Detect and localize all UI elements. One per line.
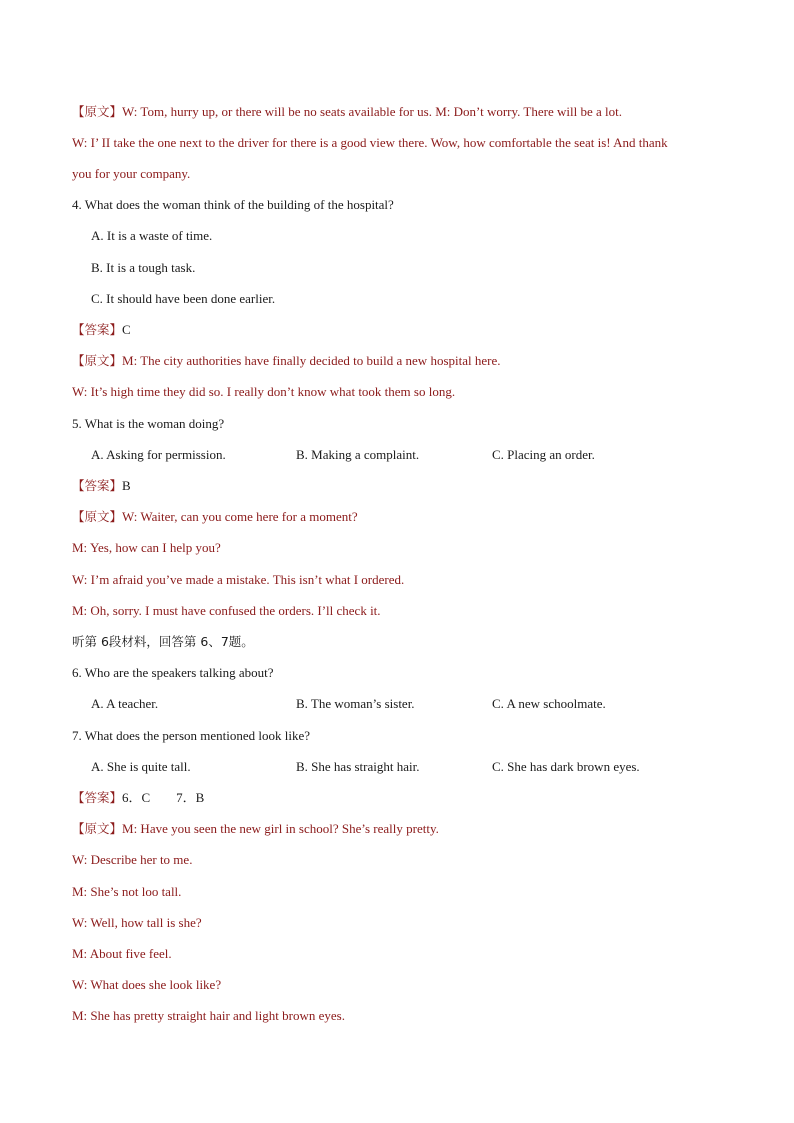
q4-option-a: A. It is a waste of time. [91,228,213,243]
q5-option-c: C. Placing an order. [492,447,595,462]
question-4: 4. What does the woman think of the building of the hospital? [72,197,394,212]
q6-option-a: A. A teacher. [91,696,159,711]
q7-options [72,757,734,777]
answer-tag: 【答案】 [72,478,123,493]
yuanwen-tag: 【原文】 [72,821,123,836]
q4-transcript-line: 【原文】M: The city authorities have finally decided to build a new hospital here. [72,353,501,368]
q5-options [72,445,734,465]
q6-options [72,694,734,714]
q5-option-b: B. Making a complaint. [296,447,420,462]
question-5: 5. What is the woman doing? [72,416,225,431]
q7-option-a: A. She is quite tall. [91,759,191,774]
yuanwen-tag: 【原文】 [72,104,123,119]
section-instruction: 听第 6段材料，回答第 6、7题。 [72,634,254,649]
answer-value: 6．C 7．B [122,790,205,805]
q6-option-b: B. The woman’s sister. [296,696,415,711]
question-6: 6. Who are the speakers talking about? [72,665,274,680]
q7-transcript-line: W: Describe her to me. [72,852,193,867]
transcript-line: you for your company. [72,166,191,181]
q6-option-c: C. A new schoolmate. [492,696,606,711]
q5-option-a: A. Asking for permission. [91,447,226,462]
transcript-line: W: I’ II take the one next to the driver for there is a good view there. Wow, how comfortable the seat is! And thank [72,135,668,150]
answer-value: B [122,478,131,493]
q7-option-b: B. She has straight hair. [296,759,420,774]
q7-transcript-line: M: She has pretty straight hair and light brown eyes. [72,1008,345,1023]
q5-transcript-line: 【原文】W: Waiter, can you come here for a moment? [72,509,358,524]
q4-option-b: B. It is a tough task. [91,260,196,275]
q5-transcript-line: M: Yes, how can I help you? [72,540,221,555]
q4-transcript-line: W: It’s high time they did so. I really don’t know what took them so long. [72,384,456,399]
transcript-line [72,102,734,122]
answer-value: C [122,322,131,337]
answer-tag: 【答案】 [72,322,123,337]
q5-transcript-line: W: I’m afraid you’ve made a mistake. This isn’t what I ordered. [72,572,405,587]
question-7: 7. What does the person mentioned look like? [72,728,311,743]
q7-transcript-line: M: She’s not loo tall. [72,884,182,899]
q7-transcript-line: M: About five feel. [72,946,172,961]
q7-option-c: C. She has dark brown eyes. [492,759,640,774]
q7-transcript-line: 【原文】M: Have you seen the new girl in school? She’s really pretty. [72,821,439,836]
yuanwen-tag: 【原文】 [72,509,123,524]
q5-answer [72,476,734,496]
transcript-text: W: Tom, hurry up, or there will be no seats available for us. M: Don’t worry. There will be a lot. [122,104,622,119]
q4-option-c: C. It should have been done earlier. [91,291,276,306]
q4-answer [72,320,734,340]
q6-q7-answer [72,788,734,808]
q5-transcript-line: M: Oh, sorry. I must have confused the orders. I’ll check it. [72,603,381,618]
yuanwen-tag: 【原文】 [72,353,123,368]
q7-transcript-line: W: Well, how tall is she? [72,915,202,930]
q7-transcript-line: W: What does she look like? [72,977,222,992]
answer-tag: 【答案】 [72,790,123,805]
